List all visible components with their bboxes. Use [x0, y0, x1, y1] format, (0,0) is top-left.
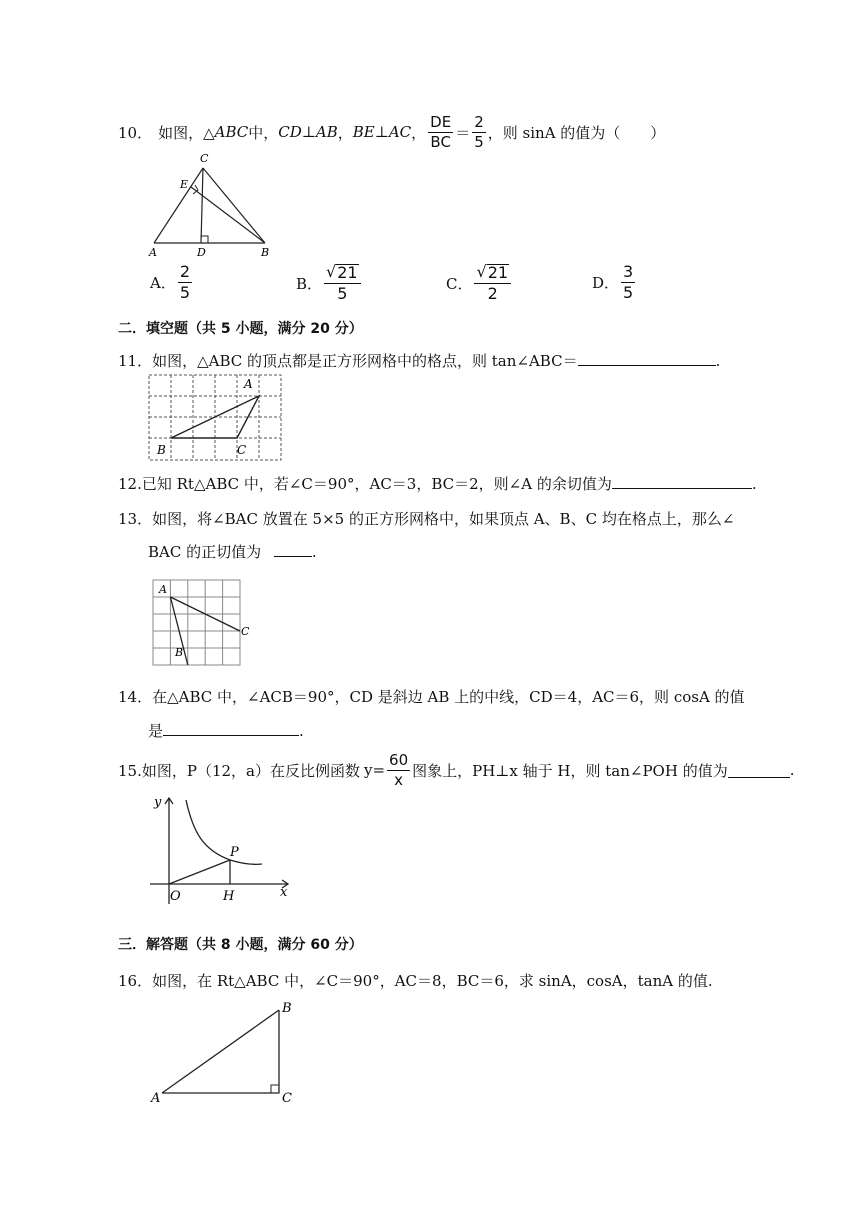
section-3-heading: 三．解答题（共 8 小题，满分 60 分）	[118, 937, 363, 953]
q15-label-x: x	[280, 885, 288, 900]
q11-end: .	[715, 352, 721, 370]
q10-comma1: ，	[337, 123, 353, 142]
q12-answer-blank[interactable]	[612, 474, 752, 489]
q11-figure	[148, 374, 282, 462]
q15-func-den: x	[394, 770, 404, 789]
option-a-num: 2	[179, 262, 191, 281]
q10-abc: ABC	[214, 123, 249, 141]
q10-value-fraction	[472, 112, 486, 151]
option-d-den: 5	[623, 283, 634, 302]
q15-question	[118, 750, 794, 790]
q12-text: 12.已知 Rt△ABC 中，若∠C＝90°，AC＝3，BC＝2，则∠A 的余切值为	[118, 475, 612, 493]
q12-end: .	[751, 475, 757, 493]
option-b-num-wrap: √ 21	[324, 264, 361, 284]
q13-label-c: C	[241, 625, 250, 638]
q10-value-num: 2	[474, 112, 484, 131]
q13-text: BAC 的正切值为	[148, 543, 262, 561]
q10-label-b: B	[261, 246, 270, 259]
q15-label-o: O	[170, 889, 181, 904]
option-d-num: 3	[623, 262, 634, 281]
option-c-fraction	[474, 264, 511, 302]
q15-answer-blank[interactable]	[728, 763, 790, 778]
q10-label-d: D	[197, 246, 206, 259]
q10-label-c: C	[200, 152, 209, 165]
q15-label-h: H	[223, 889, 235, 904]
option-d-label: D．	[592, 274, 620, 292]
q15-func-num: 60	[389, 750, 409, 769]
q11-text: 11．如图，△ABC 的顶点都是正方形网格中的格点，则 tan∠ABC＝	[118, 352, 578, 370]
option-b-fraction	[324, 264, 361, 302]
q15-end: .	[789, 761, 795, 779]
q10-number: 10．	[118, 123, 153, 142]
section-2-heading: 二．填空题（共 5 小题，满分 20 分）	[118, 321, 363, 337]
q14-answer-blank[interactable]	[163, 721, 299, 736]
q16-label-c: C	[282, 1091, 292, 1106]
option-b-radicand: 21	[337, 263, 358, 282]
q10-option-c[interactable]	[446, 264, 513, 302]
q10-cd-ab: CD⊥AB	[278, 123, 338, 141]
q15-func-fraction	[387, 750, 410, 789]
q10-label-a: A	[149, 246, 157, 259]
q10-comma2: ，	[411, 123, 427, 142]
q13-figure	[150, 578, 254, 668]
q10-ratio-den: BC	[430, 132, 451, 151]
q13-line1: 13．如图，将∠BAC 放置在 5×5 的正方形网格中，如果顶点 A、B、C 均在格点上，那么∠	[118, 510, 735, 528]
q10-figure	[140, 150, 280, 260]
q15-figure	[148, 792, 298, 906]
q11-label-c: C	[237, 443, 247, 457]
q14-line2	[148, 720, 304, 741]
q15-label-p: P	[230, 845, 239, 860]
q10-text-b: 中，	[248, 123, 279, 142]
q16-label-a: A	[151, 1091, 161, 1106]
q10-option-d[interactable]	[592, 264, 637, 301]
q10-tail: ，则 sinA 的值为（ ）	[487, 123, 666, 142]
q15-func-y: y=	[363, 761, 386, 779]
q10-text-a: 如图，△	[158, 123, 215, 142]
q15-text-a: 15.如图，P（12，a）在反比例函数	[118, 761, 360, 780]
q14-line1: 14．在△ABC 中，∠ACB＝90°，CD 是斜边 AB 上的中线，CD＝4，AC＝6，则 cosA 的值	[118, 688, 745, 706]
q12-question	[118, 473, 757, 494]
q10-be-ac: BE⊥AC	[352, 123, 412, 141]
q15-label-y: y	[154, 795, 162, 810]
q10-option-b[interactable]	[296, 264, 363, 302]
q16-figure	[148, 998, 298, 1108]
q11-question	[118, 350, 720, 371]
q10-ratio-num: DE	[430, 112, 452, 131]
q14-end: .	[299, 722, 304, 740]
q13-end: .	[311, 543, 317, 561]
q10-question	[118, 112, 665, 152]
option-b-label: B．	[296, 274, 323, 293]
q11-answer-blank[interactable]	[578, 351, 716, 366]
q16-label-b: B	[282, 1001, 292, 1016]
q10-ratio-fraction	[428, 112, 453, 151]
q10-eq: ＝	[455, 123, 471, 142]
option-c-den: 2	[487, 284, 498, 303]
q13-label-b: B	[175, 646, 184, 659]
option-a-label: A．	[150, 274, 176, 292]
q10-option-a[interactable]	[150, 264, 194, 301]
q13-answer-blank[interactable]	[274, 542, 312, 557]
q13-label-a: A	[159, 583, 167, 596]
option-c-num-wrap: √ 21	[474, 264, 511, 284]
q10-label-e: E	[180, 178, 189, 191]
q15-text-b: 图象上，PH⊥x 轴于 H，则 tan∠POH 的值为	[412, 761, 728, 780]
q11-label-b: B	[157, 443, 166, 457]
q10-value-den: 5	[474, 132, 484, 151]
option-d-fraction	[621, 264, 635, 301]
q16-question: 16．如图，在 Rt△ABC 中，∠C＝90°，AC＝8，BC＝6，求 sinA，cosA，tanA 的值.	[118, 972, 713, 990]
q13-line2	[148, 541, 317, 562]
option-b-den: 5	[337, 284, 348, 303]
option-c-radicand: 21	[487, 263, 509, 282]
option-a-fraction	[178, 264, 192, 301]
q14-text: 是	[148, 722, 164, 740]
q11-label-a: A	[244, 377, 253, 391]
option-c-label: C．	[446, 274, 473, 293]
option-a-den: 5	[179, 283, 191, 302]
